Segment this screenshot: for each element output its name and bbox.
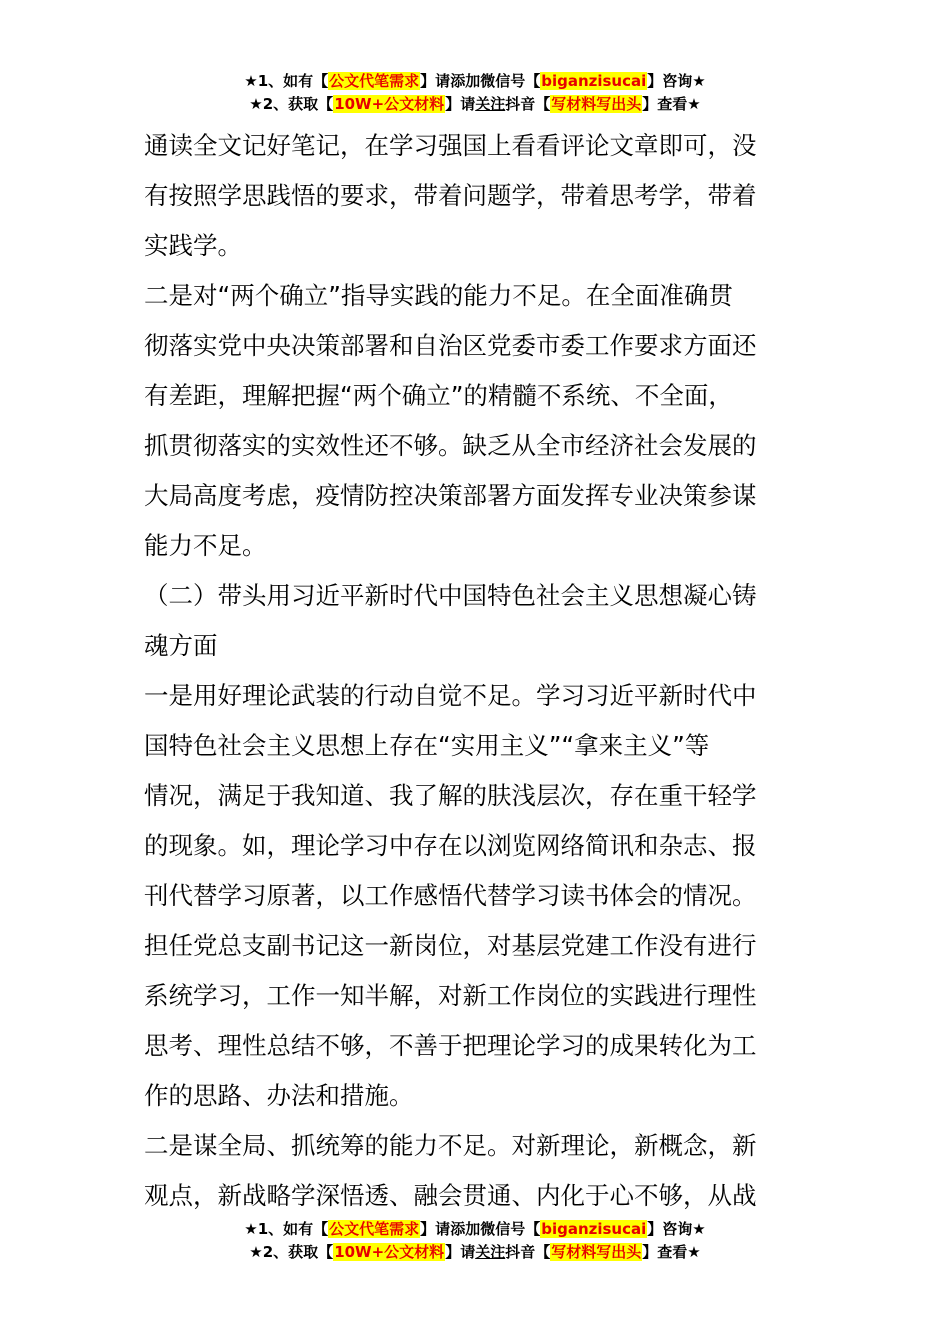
banner-emphasis: 添加 — [450, 1220, 481, 1238]
banner-highlight: 公文代笔需求 — [329, 72, 420, 90]
document-body — [144, 121, 808, 1221]
banner-emphasis: 关注 — [475, 1243, 506, 1261]
text-line: 系统学习，工作一知半解，对新工作岗位的实践进行理性 — [144, 981, 757, 1010]
text-line: 有按照学思践悟的要求，带着问题学，带着思考学，带着 — [144, 181, 757, 210]
text-line: 魂方面 — [144, 631, 218, 660]
text-line: 实践学。 — [144, 231, 242, 260]
text-line: （二）带头用习近平新时代中国特色社会主义思想凝心铸 — [144, 581, 757, 610]
banner-text: 】请 — [420, 72, 451, 90]
banner-text: 】请 — [445, 95, 476, 113]
text-line: 观点，新战略学深悟透、融会贯通、内化于心不够，从战 — [144, 1181, 757, 1210]
banner-line-2 — [0, 1241, 950, 1264]
banner-text: ★2、获取【 — [249, 95, 334, 113]
banner-text: ★2、获取【 — [249, 1243, 334, 1261]
banner-emphasis: 添加 — [450, 72, 481, 90]
text-line: 刊代替学习原著，以工作感悟代替学习读书体会的情况。 — [144, 881, 757, 910]
banner-line-1 — [0, 70, 950, 93]
banner-text: 】请 — [420, 1220, 451, 1238]
text-line: 国特色社会主义思想上存在“实用主义”“拿来主义”等 — [144, 731, 710, 760]
banner-line-2 — [0, 93, 950, 116]
banner-line-1 — [0, 1218, 950, 1241]
banner-text: 抖音【 — [505, 95, 551, 113]
text-line: 情况，满足于我知道、我了解的肤浅层次，存在重干轻学 — [144, 781, 757, 810]
text-line: 彻落实党中央决策部署和自治区党委市委工作要求方面还 — [144, 331, 757, 360]
footer-banner — [0, 1218, 950, 1264]
header-banner — [0, 70, 950, 116]
text-line: 一是用好理论武装的行动自觉不足。学习习近平新时代中 — [144, 681, 757, 710]
banner-highlight: 10W+公文材料 — [334, 95, 445, 113]
banner-text: 】咨询★ — [647, 72, 706, 90]
banner-text: 抖音【 — [505, 1243, 551, 1261]
text-line: 通读全文记好笔记，在学习强国上看看评论文章即可，没 — [144, 131, 757, 160]
banner-text: 】咨询★ — [647, 1220, 706, 1238]
text-line: 作的思路、办法和措施。 — [144, 1081, 414, 1110]
banner-text: ★1、如有【 — [244, 72, 329, 90]
banner-highlight: 写材料写出头 — [551, 1243, 642, 1261]
banner-text: 】请 — [445, 1243, 476, 1261]
text-line: 思考、理性总结不够，不善于把理论学习的成果转化为工 — [144, 1031, 757, 1060]
banner-highlight: 公文代笔需求 — [329, 1220, 420, 1238]
text-line: 二是谋全局、抓统筹的能力不足。对新理论，新概念，新 — [144, 1131, 757, 1160]
text-line: 二是对“两个确立”指导实践的能力不足。在全面准确贯 — [144, 281, 733, 310]
text-line: 能力不足。 — [144, 531, 267, 560]
text-line: 有差距，理解把握“两个确立”的精髓不系统、不全面， — [144, 381, 733, 410]
text-line: 大局高度考虑，疫情防控决策部署方面发挥专业决策参谋 — [144, 481, 757, 510]
banner-text: 】查看★ — [642, 1243, 701, 1261]
text-line: 担任党总支副书记这一新岗位，对基层党建工作没有进行 — [144, 931, 757, 960]
banner-text: 】查看★ — [642, 95, 701, 113]
text-line: 抓贯彻落实的实效性还不够。缺乏从全市经济社会发展的 — [144, 431, 757, 460]
banner-emphasis: 关注 — [475, 95, 506, 113]
banner-highlight: 写材料写出头 — [551, 95, 642, 113]
banner-highlight: biganzisucai — [541, 1220, 647, 1238]
banner-text: ★1、如有【 — [244, 1220, 329, 1238]
banner-highlight: 10W+公文材料 — [334, 1243, 445, 1261]
banner-highlight: biganzisucai — [541, 72, 647, 90]
banner-text: 微信号【 — [480, 1220, 541, 1238]
text-line: 的现象。如，理论学习中存在以浏览网络简讯和杂志、报 — [144, 831, 757, 860]
banner-text: 微信号【 — [480, 72, 541, 90]
